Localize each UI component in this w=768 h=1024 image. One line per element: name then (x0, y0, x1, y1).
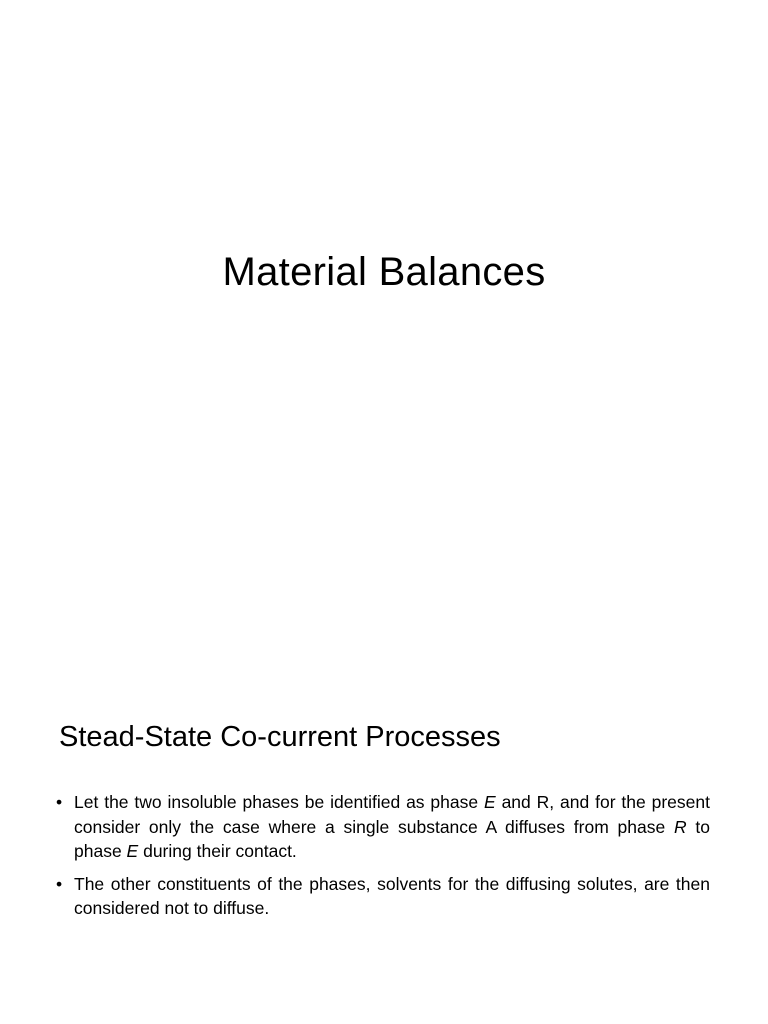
section-heading: Stead-State Co-current Processes (59, 721, 501, 753)
text-run: Let the two insoluble phases be identified as phase (74, 792, 484, 812)
text-run: during their contact. (138, 841, 297, 861)
bullet-item (56, 872, 710, 921)
italic-run: E (126, 841, 139, 861)
text-run: to phase (74, 816, 710, 861)
bullet-text (74, 792, 710, 861)
text-run: The other constituents of the phases, solvents for the diffusing solutes, are then considered not to diffuse. (74, 873, 710, 918)
bullet-marker: • (56, 873, 63, 894)
text-run: and R, and for the present consider only the case where a single substance A diffuses from phase (74, 792, 710, 837)
bullet-item (56, 790, 710, 864)
italic-run: R (674, 816, 687, 837)
slide-title: Material Balances (222, 250, 546, 294)
bullet-list (56, 790, 710, 929)
italic-run: E (484, 792, 496, 812)
bullet-text (74, 874, 710, 919)
bullet-marker: • (56, 792, 63, 812)
